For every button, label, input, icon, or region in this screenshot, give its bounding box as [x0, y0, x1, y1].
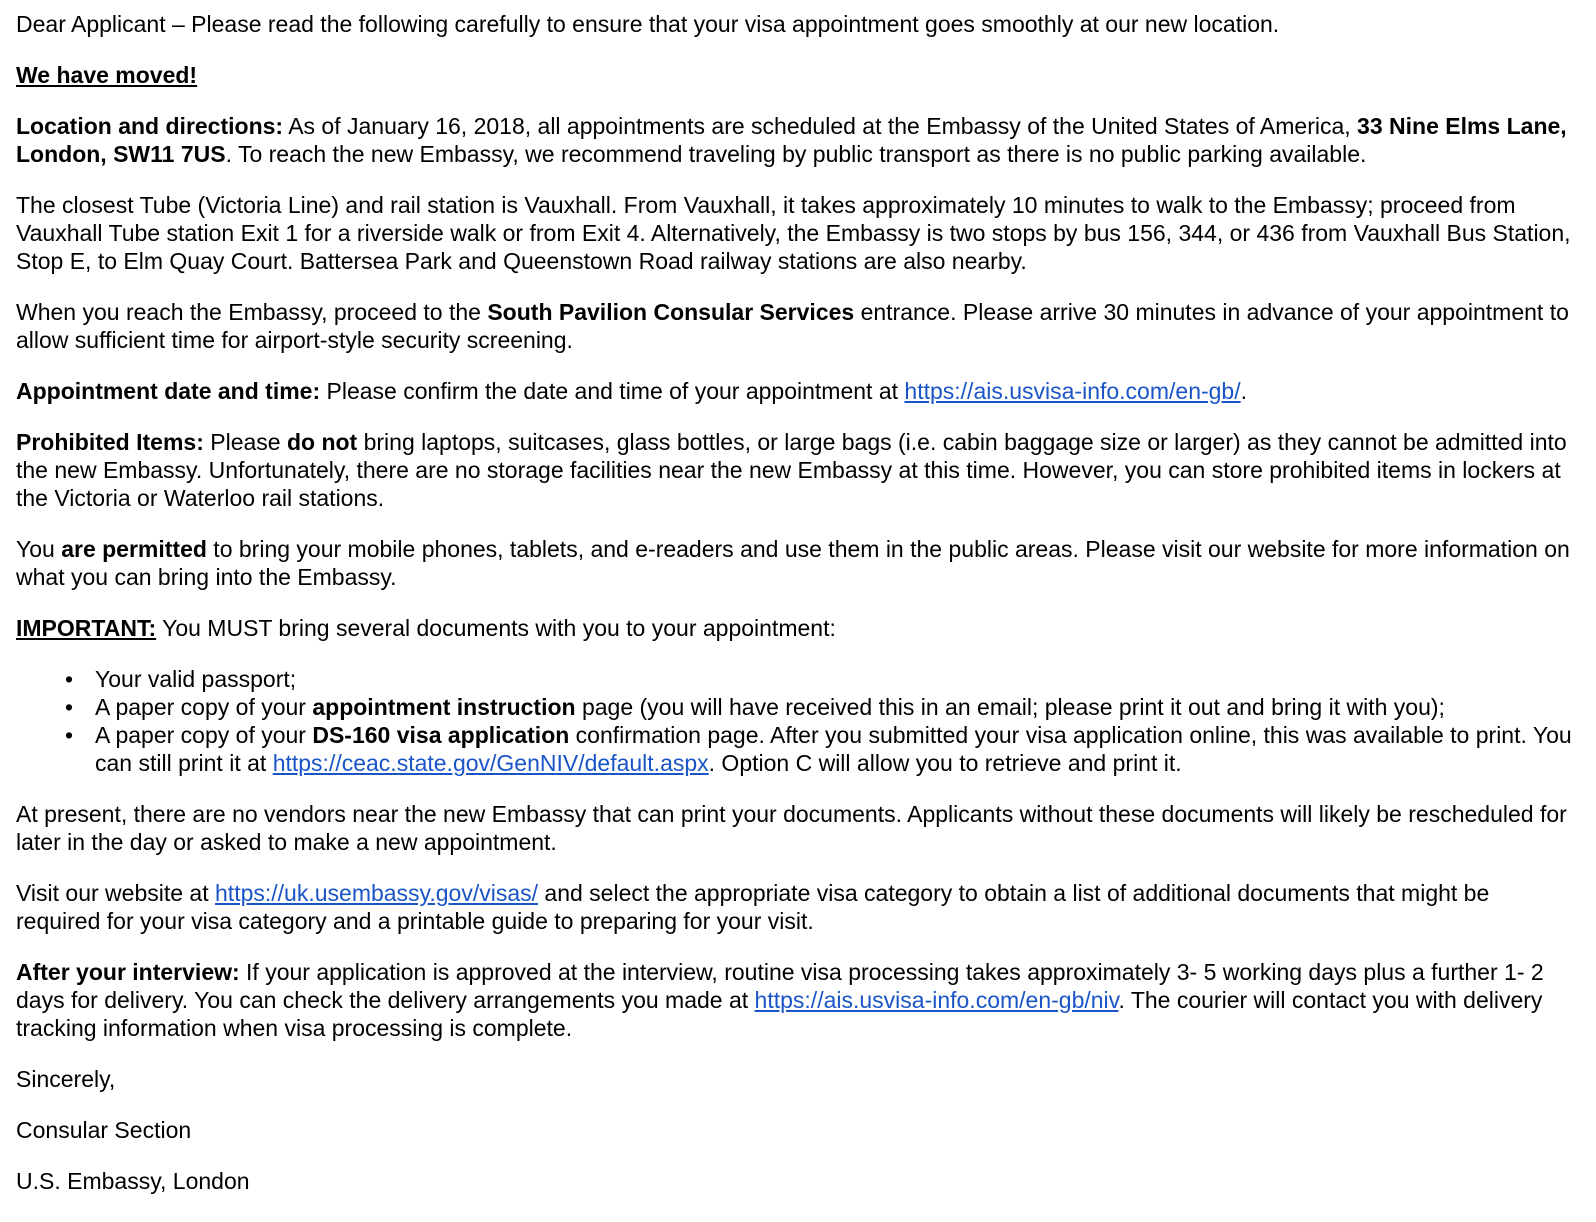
after-text-1: If your application is approved at the interview, routine visa processing takes approximately 3- 5 working days plus a further 1- 2 days for delivery. You can check the delivery arrangements you made at [16, 959, 1544, 1013]
appointment-paragraph [16, 377, 1580, 405]
bullet: • [65, 666, 74, 692]
appointment-link[interactable]: https://ais.usvisa-info.com/en-gb/ [904, 378, 1241, 404]
important-label: IMPORTANT: [16, 615, 157, 641]
list-item [65, 665, 1580, 693]
appointment-text-2: . [1240, 378, 1248, 404]
moved-heading: We have moved! [16, 62, 198, 88]
embassy-address: 33 Nine Elms Lane, London, SW11 7US [16, 113, 1567, 167]
after-text-2: . The courier will contact you with delivery tracking information when visa processing is complete. [16, 987, 1543, 1041]
document-2-text-1: A paper copy of your [95, 694, 313, 720]
permitted-text-1: You [16, 536, 62, 562]
important-text: You MUST bring several documents with you to your appointment: [156, 615, 836, 641]
signature-section: Consular Section [16, 1117, 192, 1143]
important-paragraph [16, 614, 1580, 642]
prohibited-text-2: bring laptops, suitcases, glass bottles, or large bags (i.e. cabin baggage size or larger) as they cannot be admitted into the new Embassy. Unfortunately, there are no storage facilities near the new Embassy at this time. However, you can store prohibited items in lockers at the Victoria or Waterloo rail stations. [16, 429, 1567, 511]
permitted-paragraph [16, 535, 1580, 591]
greeting: Dear Applicant – Please read the following carefully to ensure that your visa appointment goes smoothly at our new location. [16, 11, 1280, 37]
embassy-visas-link[interactable]: https://uk.usembassy.gov/visas/ [215, 880, 539, 906]
vendors-paragraph: At present, there are no vendors near the new Embassy that can print your documents. Applicants without these documents will likely be rescheduled for later in the day or asked to make a new appointment. [16, 801, 1567, 855]
closing: Sincerely, [16, 1066, 116, 1092]
signature-office: U.S. Embassy, London [16, 1168, 250, 1194]
website-text-1: Visit our website at [16, 880, 216, 906]
bullet: • [65, 722, 74, 748]
list-item [65, 693, 1580, 721]
location-text-1: As of January 16, 2018, all appointments are scheduled at the Embassy of the United States of America, [283, 113, 1358, 139]
transport-paragraph: The closest Tube (Victoria Line) and rail station is Vauxhall. From Vauxhall, it takes approximately 10 minutes to walk to the Embassy; proceed from Vauxhall Tube station Exit 1 for a riverside walk or from Exit 4. Alternatively, the Embassy is two stops by bus 156, 344, or 436 from Vauxhall Bus Station, Stop E, to Elm Quay Court. Battersea Park and Queenstown Road railway stations are also nearby. [16, 192, 1571, 274]
arrival-paragraph [16, 298, 1580, 354]
after-label: After your interview: [16, 959, 240, 985]
prohibited-label: Prohibited Items: [16, 429, 204, 455]
arrival-text-1: When you reach the Embassy, proceed to the [16, 299, 488, 325]
document-3-text-1: A paper copy of your [95, 722, 313, 748]
location-label: Location and directions: [16, 113, 284, 139]
document-3-bold: DS-160 visa application [312, 722, 570, 748]
list-item [65, 721, 1580, 777]
entrance-name: South Pavilion Consular Services [487, 299, 855, 325]
document-passport: Your valid passport; [95, 666, 297, 692]
website-text-2: and select the appropriate visa category to obtain a list of additional documents that might be required for your visa category and a printable guide to preparing for your visit. [16, 880, 1490, 934]
prohibited-paragraph [16, 428, 1580, 512]
document-3-text-2: confirmation page. After you submitted your visa application online, this was available to print. You can still print it at [95, 722, 1572, 776]
prohibited-emphasis: do not [286, 429, 358, 455]
location-text-2: . To reach the new Embassy, we recommend traveling by public transport as there is no public parking available. [225, 141, 1367, 167]
arrival-text-2: entrance. Please arrive 30 minutes in advance of your appointment to allow sufficient time for airport-style security screening. [16, 299, 1569, 353]
after-paragraph [16, 958, 1580, 1042]
appointment-label: Appointment date and time: [16, 378, 321, 404]
permitted-text-2: to bring your mobile phones, tablets, and e-readers and use them in the public areas. Please visit our website for more information on what you can bring into the Embassy. [16, 536, 1570, 590]
website-paragraph [16, 879, 1580, 935]
document-2-text-2: page (you will have received this in an email; please print it out and bring it with you); [575, 694, 1445, 720]
delivery-link[interactable]: https://ais.usvisa-info.com/en-gb/niv [754, 987, 1119, 1013]
appointment-text-1: Please confirm the date and time of your appointment at [320, 378, 905, 404]
document-3-text-3: . Option C will allow you to retrieve and print it. [708, 750, 1182, 776]
location-paragraph [16, 112, 1580, 168]
ceac-link[interactable]: https://ceac.state.gov/GenNIV/default.aspx [272, 750, 709, 776]
prohibited-text-1: Please [203, 429, 287, 455]
permitted-emphasis: are permitted [61, 536, 207, 562]
bullet: • [65, 694, 74, 720]
document-2-bold: appointment instruction [312, 694, 576, 720]
document-list [16, 665, 1580, 777]
